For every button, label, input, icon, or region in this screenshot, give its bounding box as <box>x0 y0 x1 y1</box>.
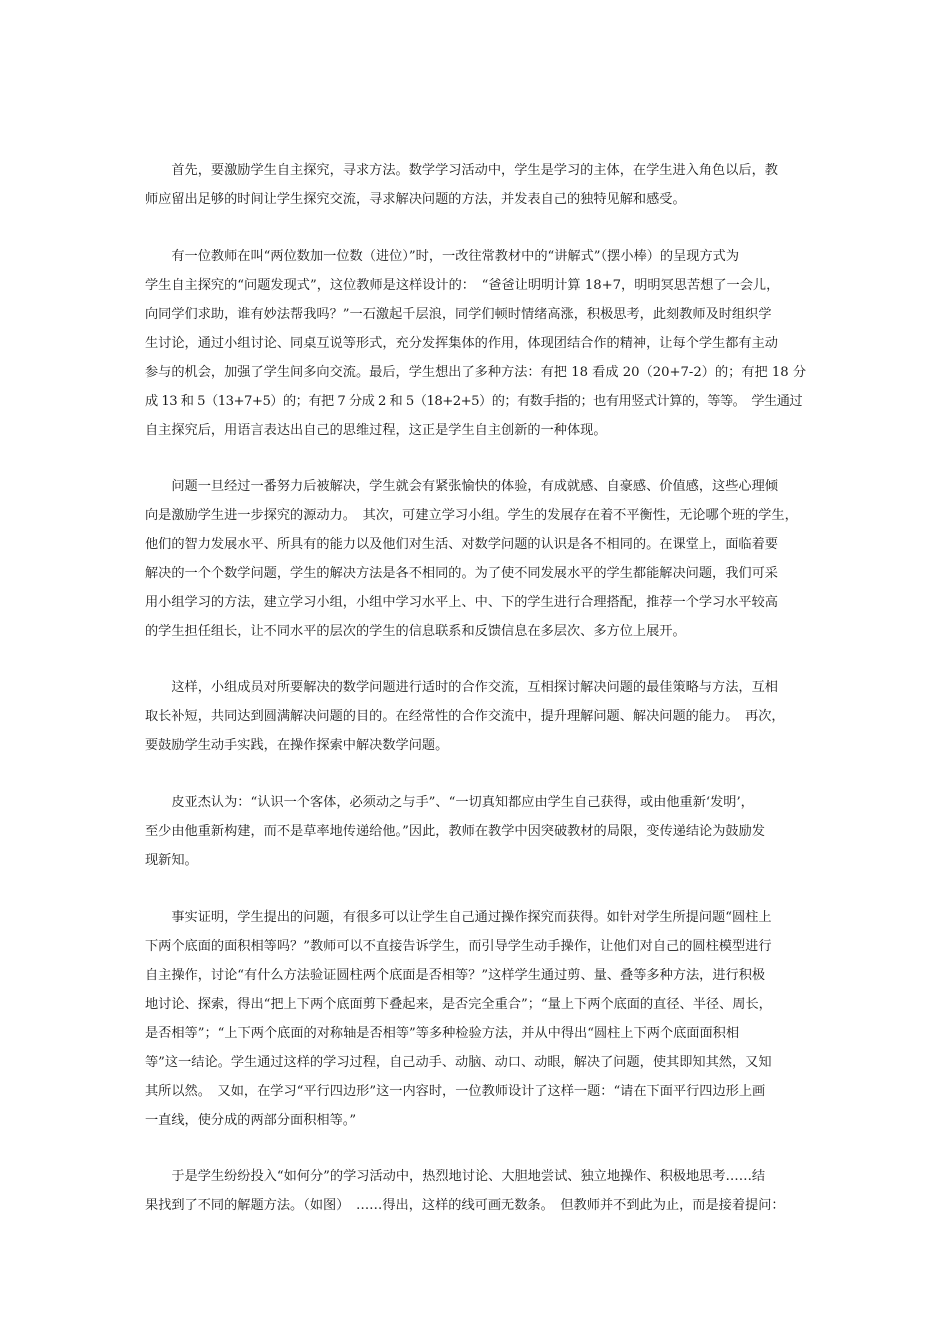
text-line: 取长补短，共同达到圆满解决问题的目的。在经常性的合作交流中，提升理解问题、解决问题的能力。 再次， <box>145 709 785 724</box>
paragraph <box>145 472 809 646</box>
text-line: 果找到了不同的解题方法。（如图） ……得出，这样的线可画无数条。 但教师并不到此为止，而是接着提问： <box>145 1198 785 1213</box>
text-line: 用小组学习的方法，建立学习小组，小组中学习水平上、中、下的学生进行合理搭配，推荐一个学习水平较高 <box>145 595 778 610</box>
text-line: 一直线，使分成的两部分面积相等。” <box>145 1113 357 1128</box>
text-line: 下两个底面的面积相等吗？”教师可以不直接告诉学生，而引导学生动手操作，让他们对自己的圆柱模型进行 <box>145 939 772 954</box>
text-line: 地讨论、探索，得出“把上下两个底面剪下叠起来，是否完全重合”；“量上下两个底面的直径、半径、周长， <box>145 997 772 1012</box>
text-line: 的学生担任组长，让不同水平的层次的学生的信息联系和反馈信息在多层次、多方位上展开。 <box>145 624 686 639</box>
text-line: 自主探究后，用语言表达出自己的思维过程，这正是学生自主创新的一种体现。 <box>145 423 607 438</box>
text-line: 生讨论，通过小组讨论、同桌互说等形式，充分发挥集体的作用，体现团结合作的精神，让每个学生都有主动 <box>145 336 778 351</box>
text-line: 等”这一结论。学生通过这样的学习过程，自己动手、动脑、动口、动眼，解决了问题，使其即知其然，又知 <box>145 1055 772 1070</box>
text-line: 至少由他重新构建，而不是草率地传递给他。”因此，教师在教学中因突破教材的局限，变传递结论为鼓励发 <box>145 824 765 839</box>
paragraph <box>145 788 809 875</box>
text-line: 解决的一个个数学问题，学生的解决方法是各不相同的。为了使不同发展水平的学生都能解决问题，我们可采 <box>145 566 778 581</box>
text-line: 事实证明，学生提出的问题，有很多可以让学生自己通过操作探究而获得。如针对学生所提问题“圆柱上 <box>145 910 772 925</box>
text-line: 师应留出足够的时间让学生探究交流，寻求解决问题的方法，并发表自己的独特见解和感受。 <box>145 192 686 207</box>
paragraph <box>145 156 809 214</box>
text-line: 是否相等”；“上下两个底面的对称轴是否相等”等多种检验方法，并从中得出“圆柱上下两个底面面积相 <box>145 1026 740 1041</box>
text-line: 现新知。 <box>145 853 198 868</box>
text-line: 首先，要激励学生自主探究，寻求方法。数学学习活动中，学生是学习的主体，在学生进入角色以后，教 <box>145 163 778 178</box>
text-line: 成 13 和 5（13+7+5）的；有把 7 分成 2 和 5（18+2+5）的；有数手指的；也有用竖式计算的，等等。 学生通过 <box>145 394 803 409</box>
text-line: 要鼓励学生动手实践，在操作探索中解决数学问题。 <box>145 738 449 753</box>
text-line: 其所以然。 又如，在学习“平行四边形”这一内容时，一位教师设计了这样一题：“请在下面平行四边形上画 <box>145 1084 766 1099</box>
paragraph <box>145 1162 809 1220</box>
text-line: 皮亚杰认为：“认识一个客体，必须动之与手”、“一切真知都应由学生自己获得，或由他重新‘发明’， <box>145 795 754 810</box>
text-line: 这样，小组成员对所要解决的数学问题进行适时的合作交流，互相探讨解决问题的最佳策略与方法，互相 <box>145 680 778 695</box>
paragraph <box>145 242 809 445</box>
paragraph <box>145 673 809 760</box>
text-line: 向是激励学生进一步探究的源动力。 其次，可建立学习小组。学生的发展存在着不平衡性，无论哪个班的学生， <box>145 508 798 523</box>
text-line: 于是学生纷纷投入“如何分”的学习活动中，热烈地讨论、大胆地尝试、独立地操作、积极地思考……结 <box>145 1169 766 1184</box>
paragraph <box>145 903 809 1135</box>
text-line: 他们的智力发展水平、所具有的能力以及他们对生活、对数学问题的认识是各不相同的。在课堂上，面临着要 <box>145 537 778 552</box>
text-line: 向同学们求助，谁有妙法帮我吗？”一石激起千层浪，同学们顿时情绪高涨，积极思考，此刻教师及时组织学 <box>145 307 772 322</box>
text-line: 自主操作，讨论“有什么方法验证圆柱两个底面是否相等？”这样学生通过剪、量、叠等多种方法，进行积极 <box>145 968 766 983</box>
text-line: 参与的机会，加强了学生间多向交流。最后，学生想出了多种方法：有把 18 看成 20（20+7-2）的；有把 18 分 <box>145 365 807 380</box>
text-line: 问题一旦经过一番努力后被解决，学生就会有紧张愉快的体验，有成就感、自豪感、价值感，这些心理倾 <box>145 479 778 494</box>
text-line: 学生自主探究的“问题发现式”，这位教师是这样设计的： “爸爸让明明计算 18+7，明明冥思苦想了一会儿， <box>145 278 780 293</box>
text-line: 有一位教师在叫“两位数加一位数（进位）”时，一改往常教材中的“讲解式”（摆小棒）的呈现方式为 <box>145 249 740 264</box>
